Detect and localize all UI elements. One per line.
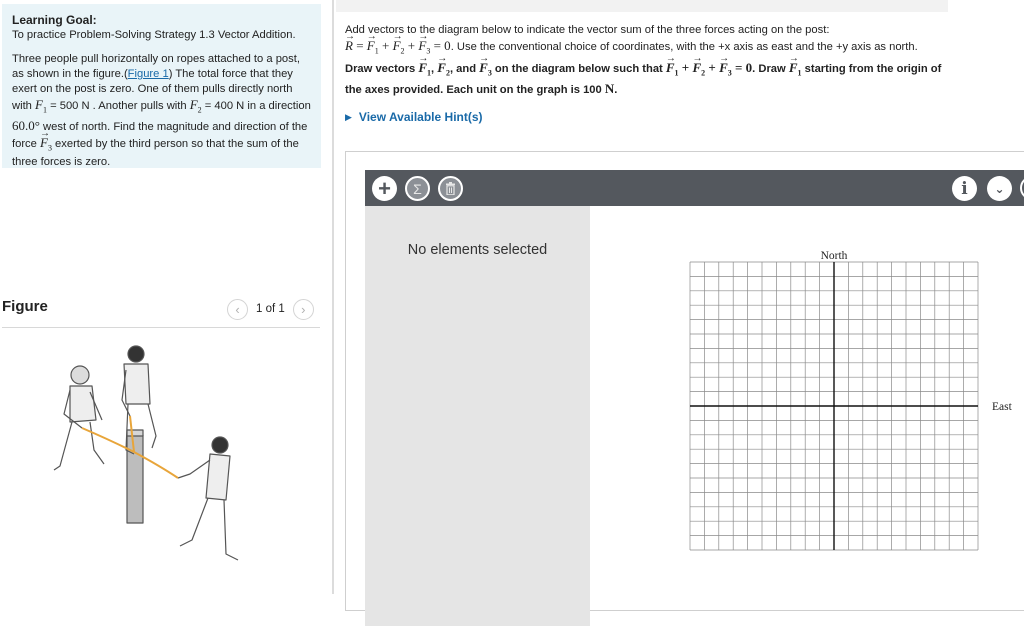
instructions-panel [345, 22, 945, 125]
top-strip [336, 0, 948, 12]
selection-status: No elements selected [407, 242, 548, 258]
right-person-legs [180, 498, 238, 560]
column-separator [332, 0, 334, 594]
instructions-line-1: Add vectors to the diagram below to indicate the vector sum of the three forces acting on the post: [345, 24, 830, 36]
figure-pagination [227, 298, 314, 320]
view-hints-label: View Available Hint(s) [358, 110, 483, 125]
learning-goal-title: Learning Goal: [12, 13, 97, 27]
draw-instructions: Draw vectors → $F_1$, → $F_2$, and → $F_3$ on the diagram below such that → $F_1$ + → $F_2$ + → $F_3 = 0$. Draw → $F_1$ starting from the origin of the axes provided. Each unit on the graph is 100 N. [345, 60, 945, 99]
problem-text: exerted by the third person so that the sum of the three forces is zero. [12, 137, 299, 169]
problem-text: ) The total force that they exert on the post is zero. One of them pulls directly north with [12, 68, 293, 112]
problem-text: in a direction [244, 100, 311, 112]
vector-grid[interactable] [686, 248, 1024, 558]
drawing-toolbar [365, 170, 1024, 206]
angle-value: 60.0° [12, 117, 40, 133]
trash-icon[interactable] [438, 176, 463, 201]
problem-text: . Another pulls with [89, 100, 190, 112]
left-person-legs [54, 422, 104, 470]
north-axis-label: North [820, 250, 848, 262]
caret-right-icon: ▶ [345, 112, 352, 123]
chevron-left-icon[interactable]: ‹ [227, 299, 248, 320]
figure-page-count: 1 of 1 [256, 303, 285, 315]
left-column [0, 0, 322, 594]
middle-person-torso [124, 364, 150, 404]
problem-text: west of north. Find the magnitude and direction of the force [12, 120, 308, 150]
f1-symbol: $F_1$ [35, 97, 47, 115]
problem-text: Three people pull horizontally on ropes attached to a post, as shown in the figure.( [12, 53, 300, 80]
info-icon[interactable]: i [952, 176, 977, 201]
f2-symbol: $F_2$ [189, 97, 202, 115]
figure-1-link[interactable]: Figure 1 [127, 68, 169, 80]
three-people-pulling-ropes-figure [30, 340, 250, 575]
f1-value: = 500 N [46, 100, 90, 112]
right-person-arm [178, 460, 210, 478]
vector-drawing-tool [345, 151, 1024, 611]
left-person-torso [70, 386, 96, 422]
post-top [127, 430, 143, 436]
sigma-icon[interactable]: Σ [405, 176, 430, 201]
vector-sum-equation: → R = → $F_1$ + → $F_2$ + → $F_3 = 0$. Use the conventional choice of coordinates, with the +x axis as east and the +y axis as north. [345, 38, 945, 60]
right-person-head [212, 437, 228, 453]
figure-heading: Figure [2, 298, 48, 315]
view-hints-link[interactable] [345, 109, 945, 125]
trash-icon-glyph [445, 182, 456, 195]
plus-icon[interactable]: + [372, 176, 397, 201]
chevron-down-icon[interactable]: ⌄ [987, 176, 1012, 201]
f2-value: = 400 N [201, 100, 245, 112]
instructions-line-2: . Use the conventional choice of coordinates, with the +x axis as east and the +y axis as north. [450, 41, 918, 53]
post [127, 435, 143, 523]
chevron-right-icon[interactable]: › [293, 299, 314, 320]
figure-divider [2, 327, 320, 328]
circle-icon[interactable] [1020, 176, 1024, 200]
left-person-head [71, 366, 89, 384]
east-axis-label: East [992, 401, 1012, 413]
problem-statement [12, 52, 311, 170]
learning-goal-intro: To practice Problem-Solving Strategy 1.3 Vector Addition. [12, 29, 296, 41]
element-properties-panel [365, 206, 590, 626]
middle-person-head [128, 346, 144, 362]
learning-goal-box [2, 4, 321, 168]
f3-symbol: → $F_3$ [40, 135, 52, 150]
